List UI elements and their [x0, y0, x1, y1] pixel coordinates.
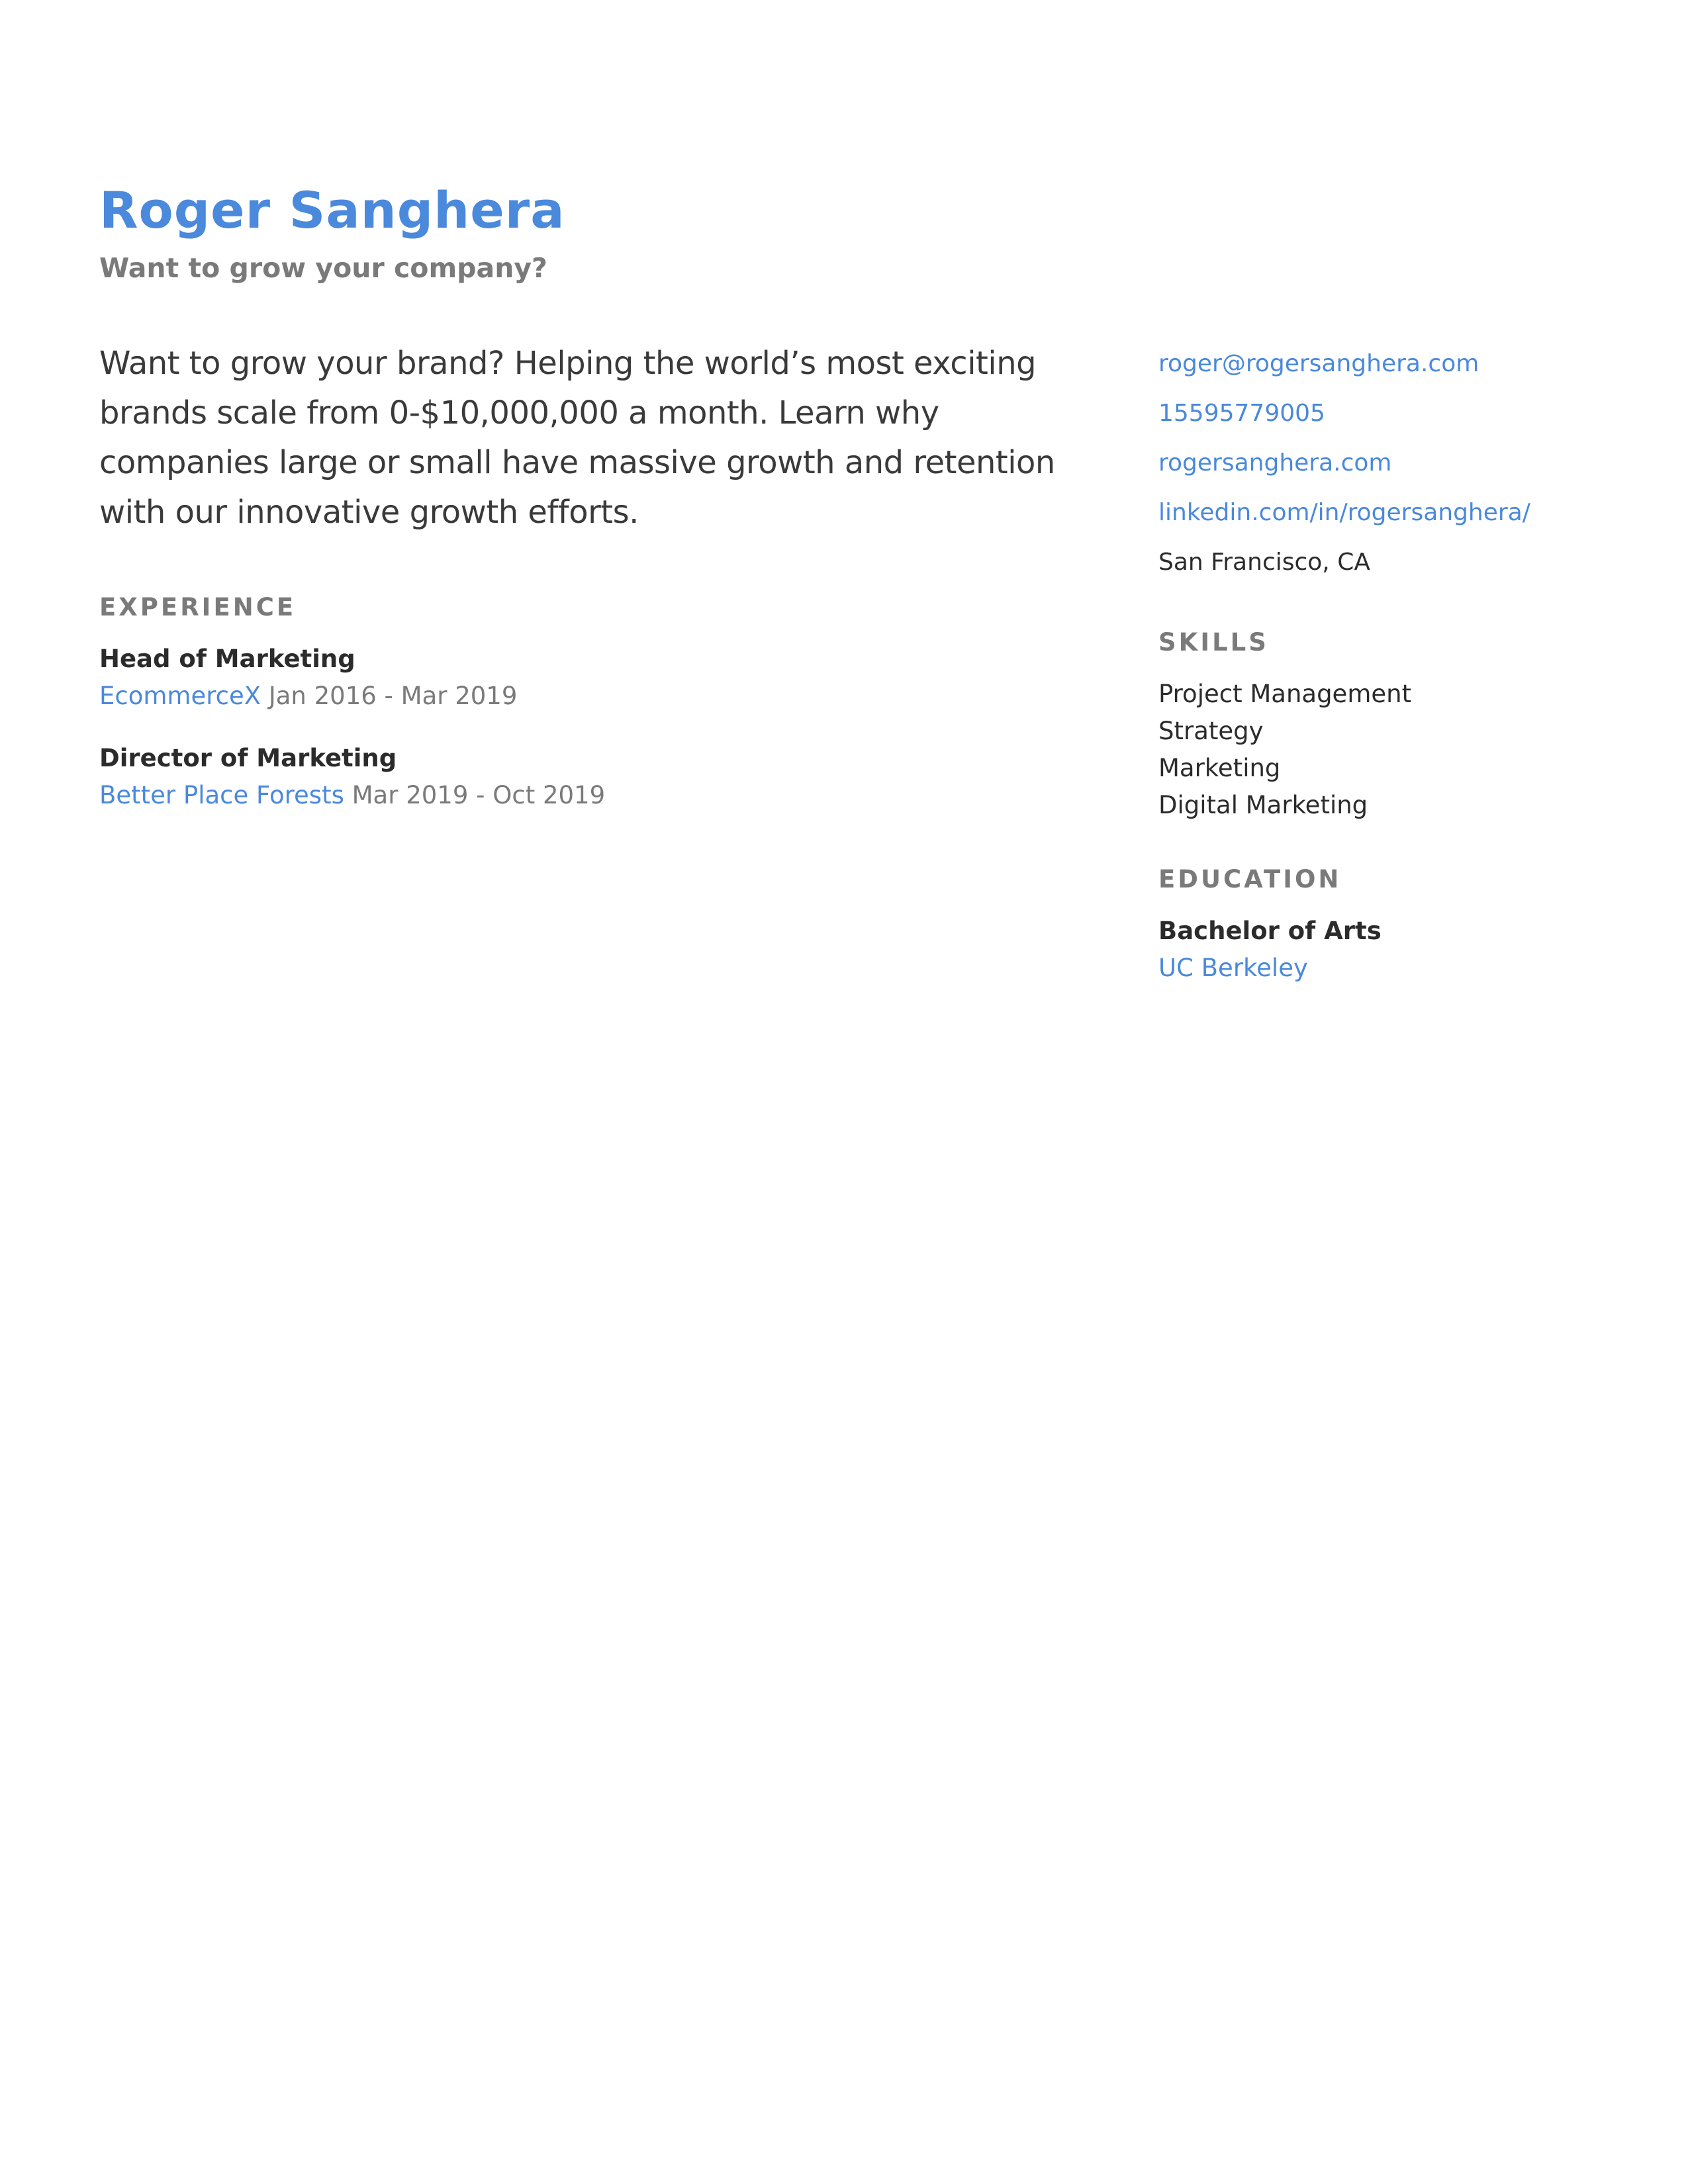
phone-link[interactable]: 15595779005	[1158, 400, 1325, 427]
candidate-name: Roger Sanghera	[99, 181, 565, 240]
summary-paragraph: Want to grow your brand? Helping the world’s most exciting brands scale from 0-$10,000,000 a month. Learn why companies large or small have massive growth and retention with our innovative growth efforts.	[99, 345, 1055, 531]
job-company-line	[99, 777, 1079, 814]
job-company-line	[99, 678, 1079, 715]
job-dates: Mar 2019 - Oct 2019	[352, 781, 606, 809]
contact-block	[1158, 339, 1622, 587]
experience-item	[99, 641, 1079, 715]
website-link[interactable]: rogersanghera.com	[1158, 449, 1392, 477]
candidate-tagline: Want to grow your company?	[99, 252, 547, 284]
skill-item: Project Management	[1158, 680, 1412, 708]
skill-item: Strategy	[1158, 717, 1264, 745]
school-link[interactable]: UC Berkeley	[1158, 954, 1308, 982]
job-title: Head of Marketing	[99, 645, 355, 673]
company-link[interactable]: EcommerceX	[99, 682, 261, 710]
experience-item	[99, 740, 1079, 814]
resume-header	[99, 177, 565, 286]
degree-title: Bachelor of Arts	[1158, 917, 1382, 945]
side-column	[1158, 339, 1622, 987]
skill-item: Digital Marketing	[1158, 791, 1368, 819]
email-link[interactable]: roger@rogersanghera.com	[1158, 350, 1479, 377]
location-text: San Francisco, CA	[1158, 549, 1370, 576]
experience-heading: EXPERIENCE	[99, 593, 297, 621]
skills-heading: SKILLS	[1158, 628, 1269, 657]
linkedin-link[interactable]: linkedin.com/in/rogersanghera/	[1158, 499, 1530, 526]
job-dates: Jan 2016 - Mar 2019	[268, 682, 518, 710]
job-title: Director of Marketing	[99, 744, 397, 772]
education-heading: EDUCATION	[1158, 865, 1342, 893]
company-link[interactable]: Better Place Forests	[99, 781, 344, 809]
education-section	[1158, 864, 1622, 987]
skills-section	[1158, 627, 1622, 824]
main-column	[99, 339, 1079, 814]
skill-item: Marketing	[1158, 754, 1281, 782]
